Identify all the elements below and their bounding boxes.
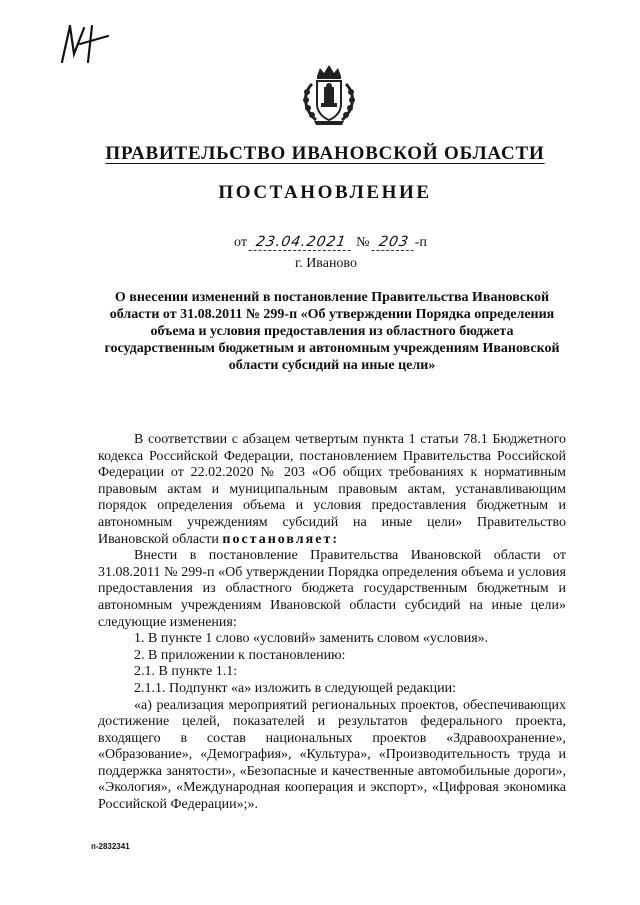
date-number-line xyxy=(234,234,427,251)
coat-of-arms-icon xyxy=(298,62,360,126)
government-title: ПРАВИТЕЛЬСТВО ИВАНОВСКОЙ ОБЛАСТИ xyxy=(105,143,545,164)
city: г. Иваново xyxy=(295,256,357,271)
decree-word: постановляет: xyxy=(222,531,339,547)
body-paragraph-subitem-a: «а) реализация мероприятий региональных проектов, обеспечивающих достижение целей, показателей и результатов федерального проекта, входящего в состав национальных проектов «Здравоохранение», «Образование», «Демография», «Культура», «Производительность труда и поддержка занятости», «Безопасные и качественные автомобильные дороги», «Экология», «Международная кооперация и экспорт», «Цифровая экономика Российской Федерации»;». xyxy=(98,697,566,813)
number-suffix: -п xyxy=(414,235,427,250)
body-paragraph-item-2: 2. В приложении к постановлению: xyxy=(134,647,346,663)
date-value: 23.04.2021 xyxy=(249,234,354,251)
body-paragraph-amend: Внести в постановление Правительства Ивановской области от 31.08.2011 № 299-п «Об утверждении Порядка определения объема и условия предоставления из областного бюджета государственным бюджетным и автономным учреждениям Ивановской области субсидий на иные цели» следующие изменения: xyxy=(98,548,566,630)
preamble-text: В соответствии с абзацем четвертым пункта 1 статьи 78.1 Бюджетного кодекса Российской Федерации, постановлением Правительства Российской Федерации от 22.02.2020 № 203 «Об общих требованиях к нормативным правовым актам и муниципальным правовым актам, устанавливающим порядок определения объема и условия предоставления бюджетным и автономным учреждениям субсидий на иные цели» Правительство Ивановской области xyxy=(98,432,566,547)
number-value: 203 xyxy=(371,234,416,251)
document-body xyxy=(98,432,566,814)
handwritten-mark xyxy=(56,22,112,66)
body-paragraph-item-2-1-1: 2.1.1. Подпункт «а» изложить в следующей редакции: xyxy=(134,680,457,696)
body-paragraph-item-1: 1. В пункте 1 слово «условий» заменить словом «условия». xyxy=(134,631,489,647)
document-subject: О внесении изменений в постановление Правительства Ивановской области от 31.08.2011 № 299-п «Об утверждении Порядка определения объема и условия предоставления из областного бюджета государственным бюджетным и автономным учреждениям Ивановской области субсидий на иные цели» xyxy=(104,290,560,373)
number-prefix: № xyxy=(356,235,370,250)
body-paragraph-item-2-1: 2.1. В пункте 1.1: xyxy=(134,664,238,680)
document-type: ПОСТАНОВЛЕНИЕ xyxy=(218,182,432,203)
document-code: п-2832341 xyxy=(91,842,130,851)
date-prefix: от xyxy=(234,235,247,250)
preamble-paragraph xyxy=(98,432,566,548)
